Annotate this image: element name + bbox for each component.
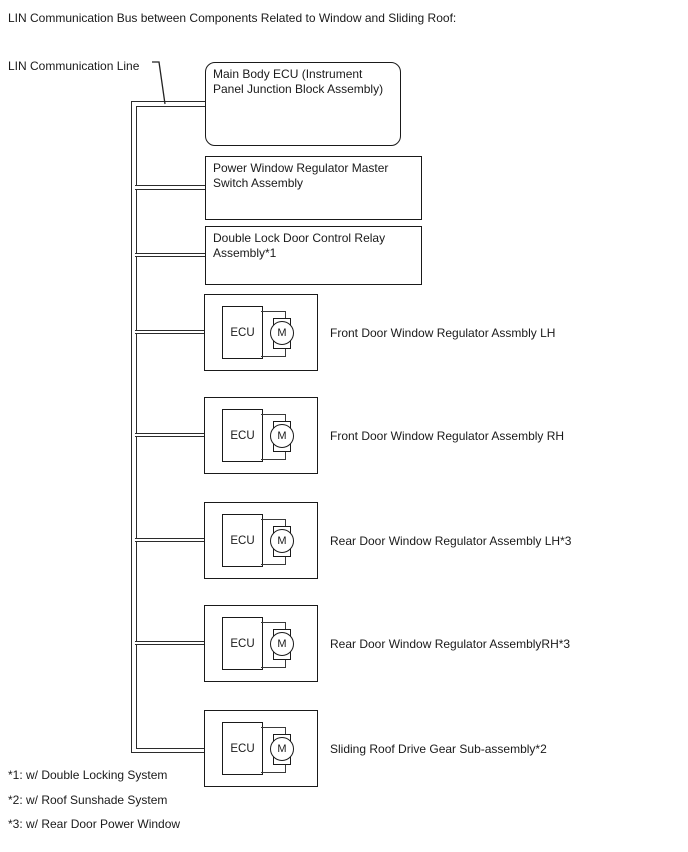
bus-branch	[135, 330, 206, 335]
ecu-node	[204, 605, 318, 682]
component-double-lock-relay: Double Lock Door Control Relay Assembly*1	[205, 226, 422, 285]
ecu-box-label: ECU	[230, 429, 255, 442]
motor-icon	[270, 529, 294, 553]
motor-symbol-label: M	[277, 638, 287, 650]
ecu-box	[222, 409, 263, 462]
component-label: Rear Door Window Regulator Assembly LH*3	[330, 534, 572, 548]
footnote-1: *1: w/ Double Locking System	[8, 768, 168, 782]
ecu-node	[204, 502, 318, 579]
lin-bus-line-inner	[136, 106, 207, 750]
bus-label: LIN Communication Line	[8, 59, 140, 73]
leader-line	[150, 58, 172, 108]
motor-symbol-label: M	[277, 430, 287, 442]
bus-branch	[135, 185, 206, 190]
footnote-3: *3: w/ Rear Door Power Window	[8, 817, 181, 831]
bus-branch	[135, 253, 206, 258]
component-label: Sliding Roof Drive Gear Sub-assembly*2	[330, 742, 547, 756]
bus-branch	[135, 538, 206, 543]
component-label: Front Door Window Regulator Assmbly LH	[330, 326, 556, 340]
ecu-box-label: ECU	[230, 742, 255, 755]
ecu-box	[222, 617, 263, 670]
ecu-box	[222, 722, 263, 775]
motor-symbol-label: M	[277, 535, 287, 547]
ecu-box	[222, 306, 263, 359]
bus-branch	[135, 433, 206, 438]
motor-icon	[270, 737, 294, 761]
ecu-box-label: ECU	[230, 534, 255, 547]
ecu-node	[204, 397, 318, 474]
component-power-window-master-switch: Power Window Regulator Master Switch Assembly	[205, 156, 422, 220]
ecu-box-label: ECU	[230, 637, 255, 650]
bus-branch	[135, 641, 206, 646]
motor-symbol-label: M	[277, 743, 287, 755]
footnote-2: *2: w/ Roof Sunshade System	[8, 793, 168, 807]
ecu-box	[222, 514, 263, 567]
motor-icon	[270, 632, 294, 656]
component-main-body-ecu: Main Body ECU (Instrument Panel Junction Block Assembly)	[205, 62, 401, 146]
motor-symbol-label: M	[277, 327, 287, 339]
motor-icon	[270, 424, 294, 448]
component-label: Front Door Window Regulator Assembly RH	[330, 429, 565, 443]
component-label: Rear Door Window Regulator AssemblyRH*3	[330, 637, 571, 651]
diagram-title: LIN Communication Bus between Components Related to Window and Sliding Roof:	[8, 11, 457, 25]
motor-icon	[270, 321, 294, 345]
ecu-node	[204, 294, 318, 371]
ecu-node	[204, 710, 318, 787]
ecu-box-label: ECU	[230, 326, 255, 339]
